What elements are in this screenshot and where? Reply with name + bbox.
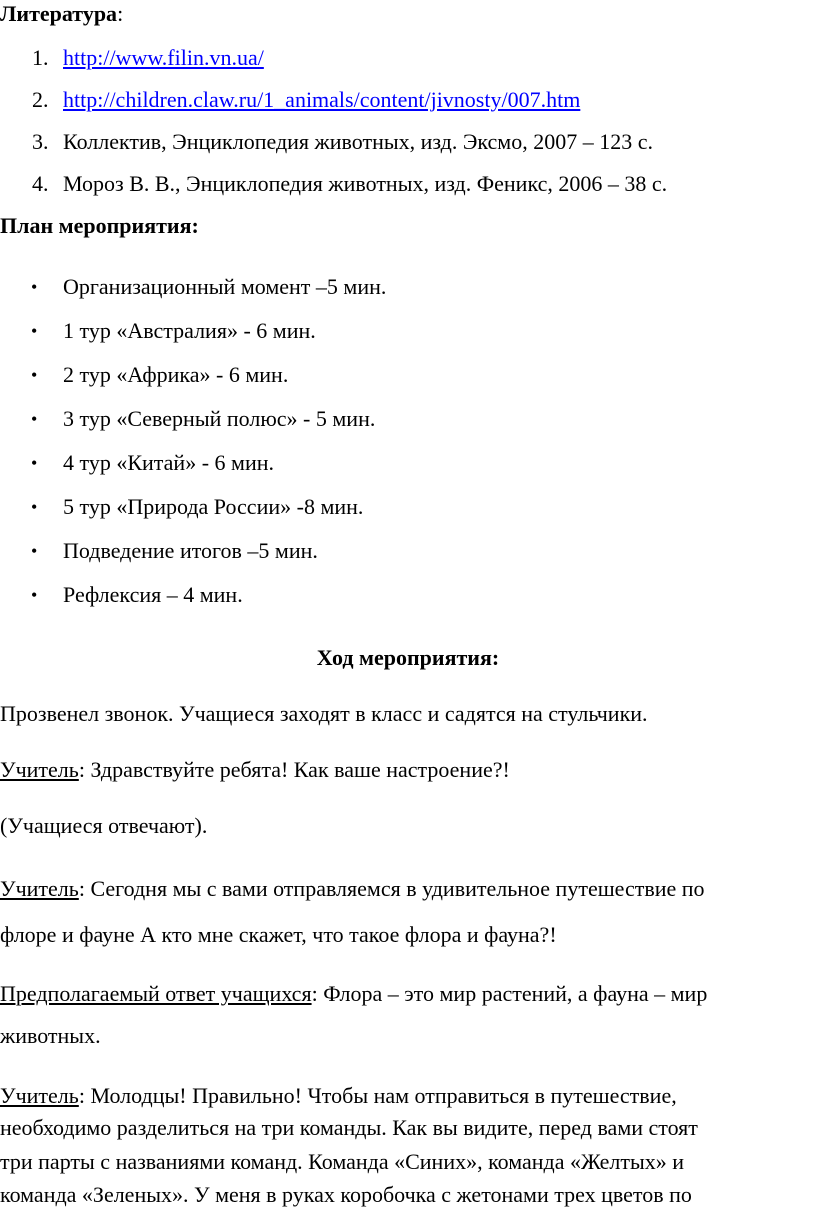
- literature-link-1[interactable]: http://www.filin.vn.ua/: [63, 45, 264, 70]
- literature-item: [0, 128, 816, 156]
- plan-heading-text: План мероприятия:: [0, 213, 199, 238]
- bullet-icon: •: [31, 277, 38, 297]
- literature-text: Коллектив, Энциклопедия животных, изд. Эксмо, 2007 – 123 с.: [63, 129, 653, 154]
- bullet-icon: •: [31, 409, 38, 429]
- plan-item-text: 5 тур «Природа России» -8 мин.: [63, 494, 364, 519]
- plan-item-text: 4 тур «Китай» - 6 мин.: [63, 450, 274, 475]
- paragraph-line: флоре и фауне А кто мне скажет, что такое флора и фауна?!: [0, 922, 557, 947]
- paragraph: [0, 756, 510, 784]
- bullet-icon: •: [31, 585, 38, 605]
- plan-item: [0, 537, 816, 565]
- speaker-label: Предполагаемый ответ учащихся: [0, 981, 312, 1006]
- paragraph: (Учащиеся отвечают).: [0, 813, 208, 838]
- colon: :: [78, 757, 85, 782]
- speech: Флора – это мир растений, а фауна – мир: [317, 981, 708, 1006]
- bullet-icon: •: [31, 321, 38, 341]
- plan-item-text: 2 тур «Африка» - 6 мин.: [63, 362, 289, 387]
- item-number: 1.: [32, 45, 49, 70]
- plan-item: [0, 493, 816, 521]
- paragraph: [0, 980, 707, 1008]
- course-heading: [0, 644, 816, 672]
- speaker-label: Учитель: [0, 757, 79, 782]
- plan-item: [0, 317, 816, 345]
- speech: Здравствуйте ребята! Как ваше настроение?!: [84, 757, 510, 782]
- plan-item: [0, 273, 816, 301]
- plan-item-text: Рефлексия – 4 мин.: [63, 582, 243, 607]
- colon: :: [78, 1083, 85, 1108]
- literature-item: [0, 86, 816, 114]
- bullet-icon: •: [31, 365, 38, 385]
- literature-heading-text: Литература: [0, 1, 118, 26]
- literature-link-2[interactable]: http://children.claw.ru/1_animals/content/jivnosty/007.htm: [63, 87, 581, 112]
- literature-heading: [0, 0, 123, 28]
- plan-item: [0, 449, 816, 477]
- paragraph: [0, 875, 705, 903]
- plan-item-text: Подведение итогов –5 мин.: [63, 538, 318, 563]
- literature-text: Мороз В. В., Энциклопедия животных, изд. Феникс, 2006 – 38 с.: [63, 171, 668, 196]
- bullet-icon: •: [31, 541, 38, 561]
- colon: :: [78, 876, 85, 901]
- course-heading-text: Ход мероприятия:: [316, 645, 500, 670]
- paragraph-line: животных.: [0, 1023, 101, 1048]
- item-number: 4.: [32, 171, 49, 196]
- plan-item: [0, 581, 816, 609]
- plan-item-text: 3 тур «Северный полюс» - 5 мин.: [63, 406, 376, 431]
- paragraph-line: команда «Зеленых». У меня в руках коробочка с жетонами трех цветов по: [0, 1182, 692, 1207]
- plan-item-text: 1 тур «Австралия» - 6 мин.: [63, 318, 316, 343]
- plan-item: [0, 405, 816, 433]
- bullet-icon: •: [31, 497, 38, 517]
- speech: Сегодня мы с вами отправляемся в удивительное путешествие по: [84, 876, 705, 901]
- paragraph-line: три парты с названиями команд. Команда «Синих», команда «Желтых» и: [0, 1149, 685, 1174]
- paragraph-line: необходимо разделиться на три команды. Как вы видите, перед вами стоят: [0, 1115, 698, 1140]
- speaker-label: Учитель: [0, 876, 79, 901]
- item-number: 2.: [32, 87, 49, 112]
- item-number: 3.: [32, 129, 49, 154]
- literature-item: [0, 170, 816, 198]
- colon: :: [117, 1, 124, 26]
- colon: :: [311, 981, 318, 1006]
- paragraph: Прозвенел звонок. Учащиеся заходят в класс и садятся на стульчики.: [0, 701, 648, 726]
- plan-item-text: Организационный момент –5 мин.: [63, 274, 387, 299]
- plan-heading: [0, 212, 199, 240]
- bullet-icon: •: [31, 453, 38, 473]
- speech: Молодцы! Правильно! Чтобы нам отправиться в путешествие,: [84, 1083, 677, 1108]
- speaker-label: Учитель: [0, 1083, 79, 1108]
- plan-item: [0, 361, 816, 389]
- paragraph: [0, 1082, 677, 1110]
- literature-item: [0, 44, 816, 72]
